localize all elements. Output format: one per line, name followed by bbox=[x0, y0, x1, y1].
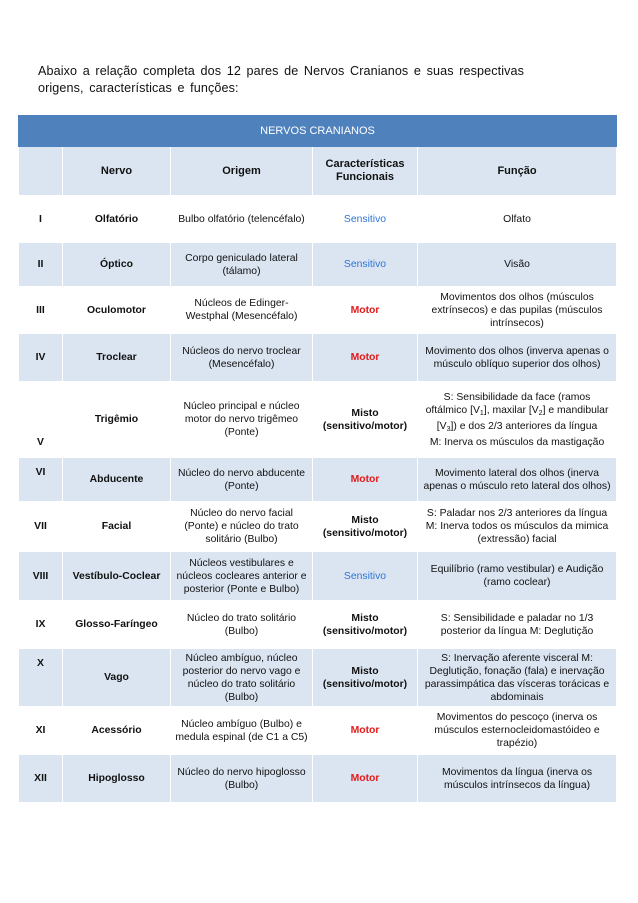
function-text: M: Inerva os músculos da mastigação bbox=[429, 436, 605, 448]
nerve-type: Motor bbox=[313, 287, 418, 334]
table-row bbox=[19, 552, 617, 601]
nerve-function: Movimentos da língua (inerva os músculos intrínsecos da língua) bbox=[418, 755, 617, 803]
nerve-function: S: Sensibilidade e paladar no 1/3 posterior da língua M: Deglutição bbox=[418, 601, 617, 649]
nerve-type: Misto (sensitivo/motor) bbox=[313, 382, 418, 458]
nerve-origin: Núcleo do nervo hipoglosso (Bulbo) bbox=[171, 755, 313, 803]
nerve-type: Sensitivo bbox=[313, 552, 418, 601]
subscript: 2 bbox=[538, 409, 543, 417]
nerve-function: Movimentos dos olhos (músculos extrínsecos) e das pupilas (músculos intrínsecos) bbox=[418, 287, 617, 334]
nerve-name: Facial bbox=[63, 502, 171, 552]
nerve-number: IV bbox=[19, 334, 63, 382]
table-row bbox=[19, 458, 617, 502]
nerve-name: Acessório bbox=[63, 707, 171, 755]
nerve-name: Óptico bbox=[63, 243, 171, 287]
nerve-number: XI bbox=[19, 707, 63, 755]
nerve-number: I bbox=[19, 196, 63, 243]
table-row bbox=[19, 601, 617, 649]
nerve-function: Movimentos do pescoço (inerva os músculos esternocleidomastóideo e trapézio) bbox=[418, 707, 617, 755]
table-row bbox=[19, 382, 617, 458]
intro-text bbox=[38, 63, 578, 97]
nerve-origin: Bulbo olfatório (telencéfalo) bbox=[171, 196, 313, 243]
nerve-function: Olfato bbox=[418, 196, 617, 243]
nerve-number: VII bbox=[19, 502, 63, 552]
header-function: Função bbox=[418, 147, 617, 196]
table-title: NERVOS CRANIANOS bbox=[19, 116, 617, 147]
nerve-origin: Núcleo ambíguo (Bulbo) e medula espinal (de C1 a C5) bbox=[171, 707, 313, 755]
nerve-number: V bbox=[19, 382, 63, 458]
function-text: S: Sensibilidade da face (ramos oftálmico [V bbox=[425, 391, 591, 416]
nerve-function: Visão bbox=[418, 243, 617, 287]
nerve-type: Misto (sensitivo/motor) bbox=[313, 601, 418, 649]
table-row bbox=[19, 243, 617, 287]
nerve-name: Trigêmio bbox=[63, 382, 171, 458]
subscript: 1 bbox=[479, 409, 484, 417]
nerve-origin: Núcleo do trato solitário (Bulbo) bbox=[171, 601, 313, 649]
nerve-type: Misto (sensitivo/motor) bbox=[313, 502, 418, 552]
nerve-origin: Núcleo ambíguo, núcleo posterior do nervo vago e núcleo do trato solitário (Bulbo) bbox=[171, 649, 313, 707]
header-characteristics-line1: Características bbox=[325, 158, 405, 170]
cranial-nerves-table bbox=[18, 115, 617, 803]
table-title-row bbox=[19, 116, 617, 147]
nerve-number: III bbox=[19, 287, 63, 334]
nerve-name: Hipoglosso bbox=[63, 755, 171, 803]
nerve-name: Vago bbox=[63, 649, 171, 707]
table-row bbox=[19, 334, 617, 382]
function-text: ], maxilar [V bbox=[483, 404, 539, 416]
nerve-function: Movimento lateral dos olhos (inerva apenas o músculo reto lateral dos olhos) bbox=[418, 458, 617, 502]
subscript: 3 bbox=[446, 425, 451, 433]
nerve-function: S: Inervação aferente visceral M: Deglutição, fonação (fala) e inervação parassimpática das vísceras torácicas e abdominais bbox=[418, 649, 617, 707]
table-row bbox=[19, 196, 617, 243]
nerve-number: II bbox=[19, 243, 63, 287]
header-characteristics bbox=[313, 147, 418, 196]
function-text: ]) e dos 2/3 anteriores da língua bbox=[450, 420, 598, 432]
nerve-name: Oculomotor bbox=[63, 287, 171, 334]
header-number bbox=[19, 147, 63, 196]
nerve-origin: Núcleo do nervo abducente (Ponte) bbox=[171, 458, 313, 502]
header-origin: Origem bbox=[171, 147, 313, 196]
nerve-type: Motor bbox=[313, 458, 418, 502]
table-row bbox=[19, 502, 617, 552]
nerve-number: VI bbox=[19, 458, 63, 502]
table-row bbox=[19, 707, 617, 755]
nerve-name: Olfatório bbox=[63, 196, 171, 243]
nerve-function bbox=[418, 382, 617, 458]
table-header-row bbox=[19, 147, 617, 196]
function-text: ] e mandibular [V bbox=[436, 404, 609, 432]
nerve-function: Movimento dos olhos (inverva apenas o músculo oblíquo superior dos olhos) bbox=[418, 334, 617, 382]
nerve-type: Misto (sensitivo/motor) bbox=[313, 649, 418, 707]
nerve-origin: Núcleos vestibulares e núcleos cocleares anterior e posterior (Ponte e Bulbo) bbox=[171, 552, 313, 601]
table-row bbox=[19, 649, 617, 707]
nerve-name: Vestíbulo-Coclear bbox=[63, 552, 171, 601]
nerve-origin: Corpo geniculado lateral (tálamo) bbox=[171, 243, 313, 287]
nerve-number: VIII bbox=[19, 552, 63, 601]
nerve-type: Motor bbox=[313, 334, 418, 382]
table-row bbox=[19, 755, 617, 803]
table-row bbox=[19, 287, 617, 334]
nerve-origin: Núcleos de Edinger-Westphal (Mesencéfalo) bbox=[171, 287, 313, 334]
intro-line-1: Abaixo a relação completa dos 12 pares de Nervos Cranianos e suas respectivas bbox=[38, 64, 525, 78]
nerve-origin: Núcleo do nervo facial (Ponte) e núcleo do trato solitário (Bulbo) bbox=[171, 502, 313, 552]
nerve-type: Motor bbox=[313, 755, 418, 803]
nerve-origin: Núcleo principal e núcleo motor do nervo trigêmeo (Ponte) bbox=[171, 382, 313, 458]
nerve-function: S: Paladar nos 2/3 anteriores da língua M: Inerva todos os músculos da mimica (extressão) facial bbox=[418, 502, 617, 552]
intro-line-2: origens, características e funções: bbox=[38, 81, 239, 95]
nerve-number: IX bbox=[19, 601, 63, 649]
nerve-function: Equilíbrio (ramo vestibular) e Audição (ramo coclear) bbox=[418, 552, 617, 601]
nerve-origin: Núcleos do nervo troclear (Mesencéfalo) bbox=[171, 334, 313, 382]
nerve-type: Sensitivo bbox=[313, 196, 418, 243]
header-characteristics-line2: Funcionais bbox=[335, 171, 395, 183]
nerve-name: Abducente bbox=[63, 458, 171, 502]
nerve-type: Sensitivo bbox=[313, 243, 418, 287]
nerve-type: Motor bbox=[313, 707, 418, 755]
nerve-name: Troclear bbox=[63, 334, 171, 382]
nerve-number: XII bbox=[19, 755, 63, 803]
header-nerve: Nervo bbox=[63, 147, 171, 196]
nerve-name: Glosso-Faríngeo bbox=[63, 601, 171, 649]
nerve-number: X bbox=[19, 649, 63, 707]
